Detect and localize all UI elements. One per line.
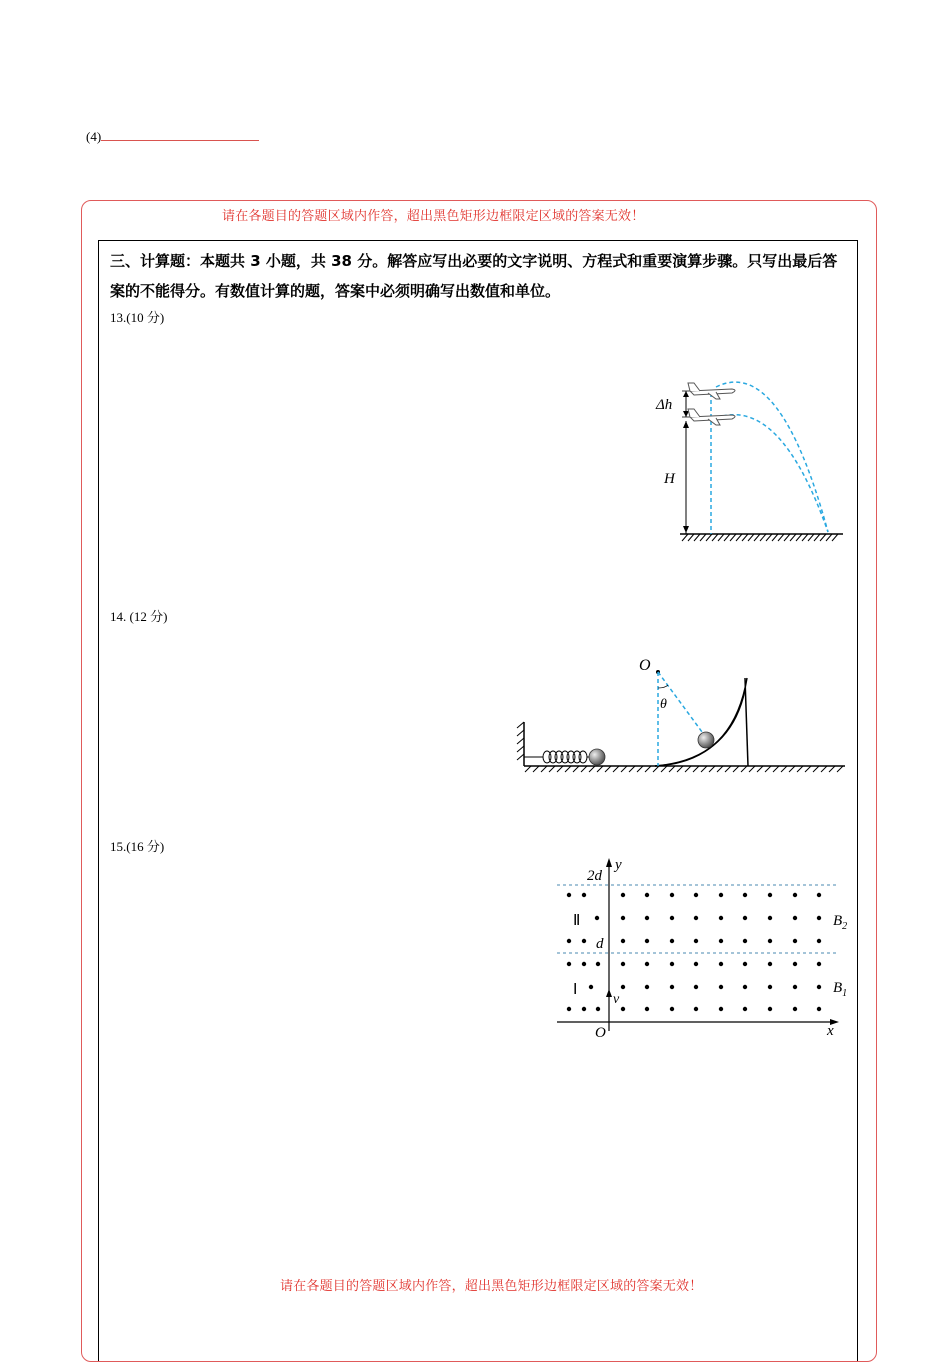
notice-top: 请在各题目的答题区域内作答，超出黑色矩形边框限定区域的答案无效！: [222, 208, 645, 223]
label-x-axis: x: [827, 1023, 834, 1039]
label-B2: $B_2$: [833, 913, 848, 932]
delta-h-label: Δh: [656, 397, 673, 413]
label-d: d: [596, 936, 604, 952]
question-15-label: 15.(16 分): [110, 839, 165, 854]
label-B1: $B_1$: [833, 980, 848, 999]
figure-13-projectile: [650, 375, 850, 545]
ball-at-spring: [589, 749, 605, 765]
height-label: H: [664, 471, 675, 487]
ball-on-track: [698, 732, 714, 748]
field-dots: [567, 893, 821, 1011]
answer-blank-4[interactable]: [101, 128, 259, 141]
label-origin: O: [595, 1025, 606, 1041]
angle-label: θ: [660, 697, 667, 712]
section-title: 三、计算题：本题共 3 小题，共 38 分。解答应写出必要的文字说明、方程式和重要演算步骤。只写出最后答案的不能得分。有数值计算的题，答案中必须明确写出数值和单位。: [110, 252, 838, 300]
label-2d: 2d: [587, 868, 602, 884]
answer-line-4: [86, 128, 259, 145]
pivot-label: O: [639, 657, 651, 674]
notice-bottom: 请在各题目的答题区域内作答，超出黑色矩形边框限定区域的答案无效！: [280, 1278, 703, 1293]
answer-label-4: (4): [86, 129, 102, 144]
label-region-2: Ⅱ: [573, 913, 581, 929]
spring-icon: [524, 751, 591, 763]
figure-15-magnetic-field: [555, 855, 855, 1045]
question-14-label: 14. (12 分): [110, 609, 168, 624]
ground-hatch: [682, 534, 838, 541]
label-region-1: Ⅰ: [573, 982, 578, 998]
label-y-axis: y: [615, 857, 622, 873]
figure-14-spring-track: [515, 650, 850, 780]
question-13-label: 13.(10 分): [110, 310, 165, 325]
label-velocity: v: [613, 992, 620, 1007]
